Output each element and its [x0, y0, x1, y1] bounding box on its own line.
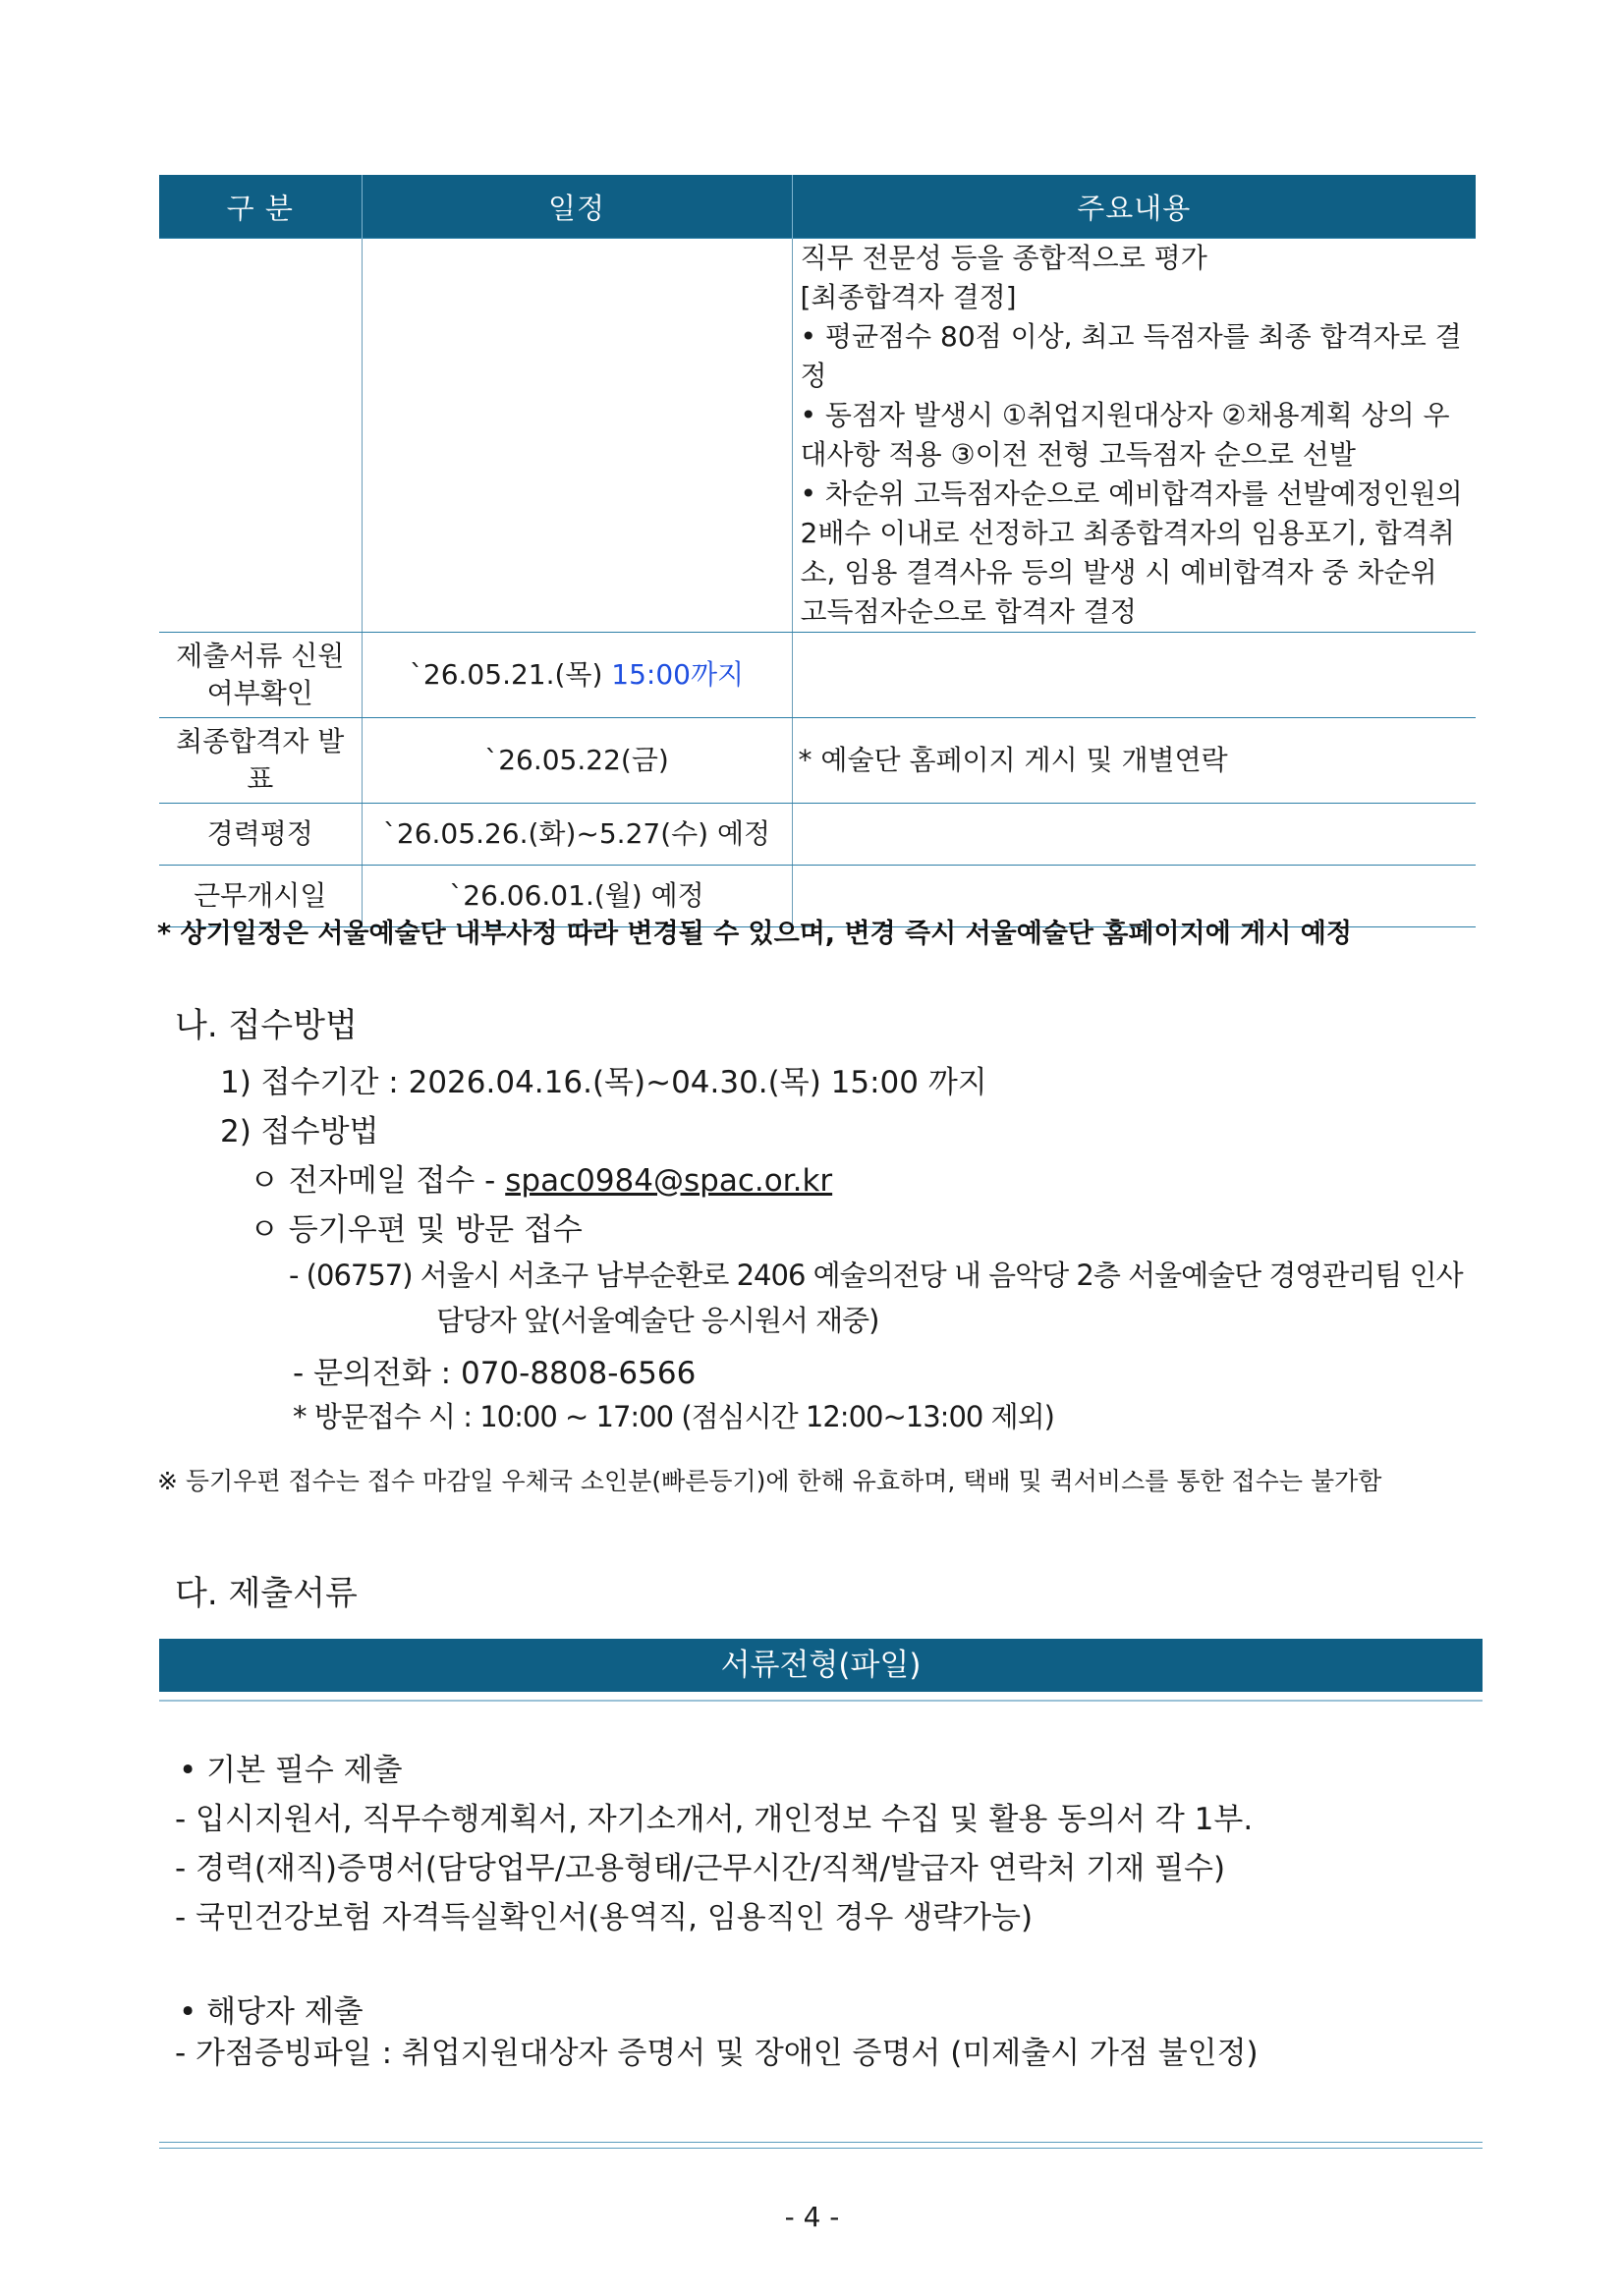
mailing-address-recipient: 담당자 앞(서울예술단 응시원서 재중)	[436, 1304, 879, 1337]
list-item: - 경력(재직)증명서(담당업무/고용형태/근무시간/직책/발급자 연락처 기재 필수)	[175, 1851, 1226, 1886]
email-submission	[250, 1155, 832, 1200]
submission-period: 1) 접수기간 : 2026.04.16.(목)~04.30.(목) 15:00 까지	[220, 1065, 987, 1100]
header-details: 주요내용	[792, 175, 1476, 239]
row-date	[362, 633, 792, 718]
evaluation-details-cell	[792, 239, 1476, 633]
row-note	[792, 804, 1476, 866]
detail-line: • 동점자 발생시 ①취업지원대상자 ②채용계획 상의 우대사항 적용 ③이전 전형 고득점자 순으로 선발	[800, 399, 1450, 471]
schedule-footnote: * 상기일정은 서울예술단 내부사정 따라 변경될 수 있으며, 변경 즉시 서울예술단 홈페이지에 게시 예정	[157, 919, 1352, 949]
row-date-text: `26.05.26.(화)~5.27(수) 예정	[382, 817, 771, 850]
email-label: ㅇ 전자메일 접수 -	[250, 1163, 496, 1199]
email-link[interactable]: spac0984@spac.or.kr	[505, 1163, 833, 1199]
applicable-title: • 해당자 제출	[179, 1994, 364, 2030]
row-category: 경력평정	[159, 804, 362, 866]
continued-category-cell	[159, 239, 362, 633]
documents-box-divider	[159, 1700, 1483, 1702]
row-date	[362, 718, 792, 804]
table-row	[159, 633, 1476, 718]
detail-line: 직무 전문성 등을 종합적으로 평가	[800, 242, 1207, 274]
row-category: 제출서류 신원여부확인	[159, 633, 362, 718]
detail-line: [최종합격자 결정]	[800, 281, 1017, 313]
list-item: - 입시지원서, 직무수행계획서, 자기소개서, 개인정보 수집 및 활용 동의서 각 1부.	[175, 1802, 1254, 1837]
continued-date-cell	[362, 239, 792, 633]
row-category: 최종합격자 발표	[159, 718, 362, 804]
header-category: 구 분	[159, 175, 362, 239]
visit-hours: * 방문접수 시 : 10:00 ~ 17:00 (점심시간 12:00~13:00 제외)	[293, 1400, 1054, 1433]
list-item: - 가점증빙파일 : 취업지원대상자 증명서 및 장애인 증명서 (미제출시 가점 불인정)	[175, 2036, 1259, 2071]
documents-box-header: 서류전형(파일)	[159, 1639, 1483, 1692]
detail-line: • 평균점수 80점 이상, 최고 득점자를 최종 합격자로 결정	[800, 320, 1462, 392]
table-row	[159, 804, 1476, 866]
row-date-text: `26.06.01.(월) 예정	[449, 879, 704, 912]
table-row	[159, 718, 1476, 804]
row-date-text: `26.05.22(금)	[484, 744, 669, 776]
bottom-divider	[159, 2148, 1483, 2149]
bottom-divider	[159, 2142, 1483, 2143]
row-category: 근무개시일	[159, 866, 362, 927]
section-title-submission-method: 나. 접수방법	[175, 1006, 358, 1045]
page-number: - 4 -	[784, 2201, 840, 2233]
detail-line: • 차순위 고득점자순으로 예비합격자를 선발예정인원의 2배수 이내로 선정하고 최종합격자의 임용포기, 합격취소, 임용 결격사유 등의 발생 시 예비합격자 중 차순위 고득점자순으로 합격자 결정	[800, 477, 1463, 628]
mailing-address: - (06757) 서울시 서초구 남부순환로 2406 예술의전당 내 음악당 2층 서울예술단 경영관리팀 인사	[289, 1259, 1463, 1292]
row-date-highlight: 15:00까지	[611, 658, 745, 691]
row-date-text: `26.05.21.(목)	[409, 658, 603, 691]
schedule-header-row	[159, 175, 1476, 239]
header-date: 일정	[362, 175, 792, 239]
schedule-table	[159, 175, 1476, 927]
basic-required-title: • 기본 필수 제출	[179, 1753, 403, 1788]
row-note	[792, 633, 1476, 718]
contact-phone: - 문의전화 : 070-8808-6566	[293, 1356, 697, 1391]
mail-submission-label: ㅇ 등기우편 및 방문 접수	[250, 1212, 583, 1248]
section-title-documents: 다. 제출서류	[175, 1574, 358, 1613]
row-note: * 예술단 홈페이지 게시 및 개별연락	[792, 718, 1476, 804]
mail-notice: ※ 등기우편 접수는 접수 마감일 우체국 소인분(빠른등기)에 한해 유효하며, 택배 및 퀵서비스를 통한 접수는 불가함	[157, 1467, 1382, 1495]
row-date	[362, 804, 792, 866]
submission-method-title: 2) 접수방법	[220, 1114, 379, 1149]
list-item: - 국민건강보험 자격득실확인서(용역직, 임용직인 경우 생략가능)	[175, 1900, 1034, 1935]
table-row	[159, 239, 1476, 633]
